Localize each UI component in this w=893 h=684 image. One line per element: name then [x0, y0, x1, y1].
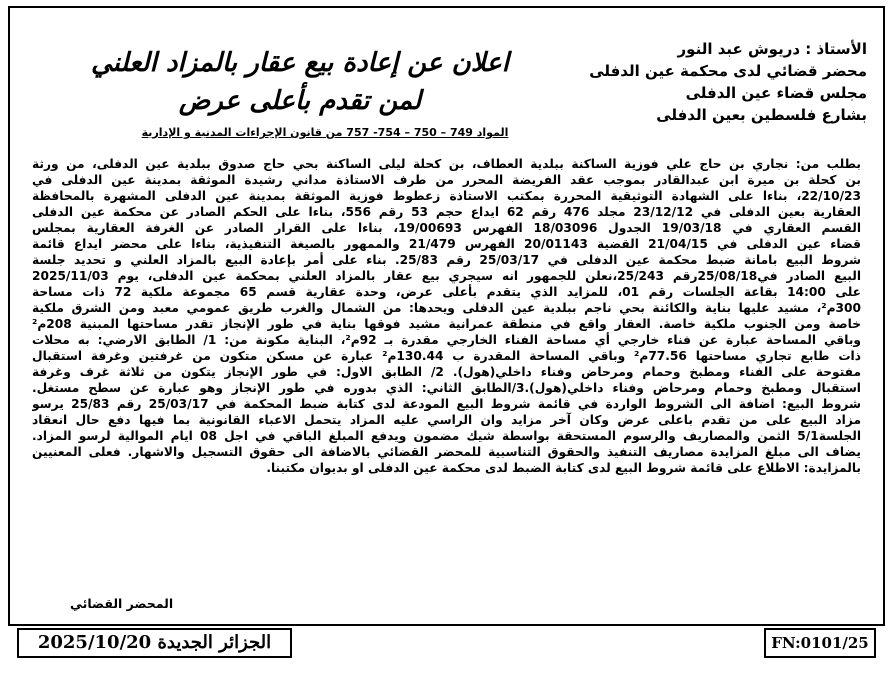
body-line: 22/10/23، بناءا على الشهادة التوثيقية المحررة بمكتب الاستاذة زعطوط فوزية الموثقة بمدينة عين الدفلى المشهرة بالمحافظة — [32, 189, 861, 203]
file-number: FN:0101/25 — [764, 628, 876, 658]
bailiff-name: الأستاذ : دريوش عبد النور — [677, 40, 867, 58]
body-line: قضاء عين الدفلى في 21/04/15 القضية 20/01143 الفهرس 21/479 والممهور بالصيغة التنفيذية، بناءا على محضر ايداع قائمة — [32, 237, 861, 251]
body-line: مزاد البيع على من تقدم باعلى عرض وكان آخر مزايد وان الراسي عليه المزاد يتحمل الاعباء القانونية بما فيها دفع حال انعقاد — [32, 413, 861, 427]
body-line: على 14:00 بقاعة الجلسات رقم 01، للمزايد الذي يتقدم بأعلى عرض، وحدة عقارية قسم 65 مجموعة ملكية 72 ذات مساحة — [32, 285, 861, 299]
body-line: مفتوحة على الفناء ومطبخ وحمام ومرحاض وفناء داخلي(هول). 2/ الطابق الاول: في طور الإنجاز يتكون من ثلاثة غرف وغرفة — [32, 365, 861, 379]
title-line-1: اعلان عن إعادة بيع عقار بالمزاد العلني — [91, 48, 509, 78]
body-line: بن كحلة بن ميرة ابن عبدالقادر بموجب عقد الفريضة المحرر من طرف الاستاذة مداني رشيدة الموثقة بمدينة عين الدفلى في — [32, 173, 861, 187]
body-line: بالمزايدة: الاطلاع على قائمة شروط البيع لدى كتابة الضبط لدى محكمة عين الدفلى او بديوان مكتبنا. — [266, 461, 861, 475]
header — [10, 8, 883, 148]
body-line: شروط البيع بامانة ضبط محكمة عين الدفلى في 25/03/17 رقم 25/83. بناء على أمر بإعادة البيع بالمزاد العلني و تحديد جلسة — [32, 253, 861, 267]
body-line: 300م²، مشيد عليها بناية والكائنة بحي ناجم ببلدية عين الدفلى ويحدها: من الشمال والغرب طريق عمومي معبد ومن الشرق ملكية — [32, 301, 861, 315]
newspaper-date: الجزائر الجديدة 2025/10/20 — [17, 628, 292, 658]
body-line: البيع الصادر في25/08/18رقم 25/243،نعلن للجمهور انه سيجري بيع عقار بالمزاد العلني بمحكمة عين الدفلى، يوم 2025/11/03 — [32, 269, 861, 283]
bailiff-info — [567, 38, 867, 126]
bailiff-council: مجلس قضاء عين الدفلى — [685, 84, 867, 102]
announcement-body — [32, 156, 861, 476]
bailiff-address: بشارع فلسطين بعين الدفلى — [656, 106, 867, 124]
body-line: استقبال ومطبخ وحمام ومرحاض وفناء داخلي(هول).3/الطابق الثاني: الذي بدوره في طور الإنجاز وهو عبارة عن سطح مستغل. — [32, 381, 861, 395]
bailiff-title: محضر قضائي لدى محكمة عين الدفلى — [589, 62, 867, 80]
body-line: القسم العقاري في 19/03/18 الجدول 18/03096 الفهرس 19/00693، بناءا على القرار الصادر عن الغرفة العقارية بمجلس — [32, 221, 861, 235]
title-line-2: لمن تقدم بأعلى عرض — [178, 86, 422, 116]
body-line: العقارية بعين الدفلى في 23/12/12 مجلد 476 رقم 62 ايداع حجم 53 رقم 556، بناءا على الحكم الصادر عن محكمة عين الدفلى — [32, 205, 861, 219]
body-line: ذات طابع تجاري مساحتها 77.56م² وباقي المساحة المقدرة ب 130.44م² عبارة عن مسكن متكون من غرفتين وغرفة استقبال — [32, 349, 861, 363]
legal-articles: المواد 749 – 750 – 754- 757 من قانون الإجراءات المدنية و الإدارية — [141, 126, 509, 139]
announcement-frame — [8, 6, 885, 626]
body-line: بطلب من: نجاري بن حاج علي فوزية الساكنة ببلدية العطاف، بن كحلة ليلى الساكنة بحي حاج صدوق ببلدية عين الدفلى، من ورثة — [32, 157, 861, 171]
body-line: الجلسة5/1 الثمن والمصاريف والرسوم المستحقة بواسطة شيك مضمون ويدفع المبلغ الباقي في اجل 08 ايام الموالية لرسو المزاد. — [32, 429, 861, 443]
body-line: خاصة ومن الجنوب ملكية خاصة. العقار واقع في منطقة عمرانية مشيد فوقها بناية في طور الإنجاز تقدر مساحتها المبنية 208م² — [32, 317, 861, 331]
bailiff-signature: المحضر القضائي — [70, 596, 174, 611]
body-line: وباقي المساحة عبارة عن فناء خارجي أي مساحة الفناء الخارجي مقدرة بـ 92م²، البناية مكونة من: 1/ الطابق الارضي: به محلات — [32, 333, 861, 347]
body-line: يضاف الى مبلغ المزايدة مصاريف التنفيذ والحقوق التناسبية للمحضر القضائي بالاضافة الى حقوق التسجيل والاشهار. فعلى المعنيين — [32, 445, 861, 459]
body-line: شروط البيع: اضافة الى الشروط الواردة في قائمة شروط البيع المودعة لدى كتابة ضبط المحكمة في 25/03/17 رقم 25/83 يرسو — [32, 397, 861, 411]
announcement-title — [40, 44, 560, 120]
